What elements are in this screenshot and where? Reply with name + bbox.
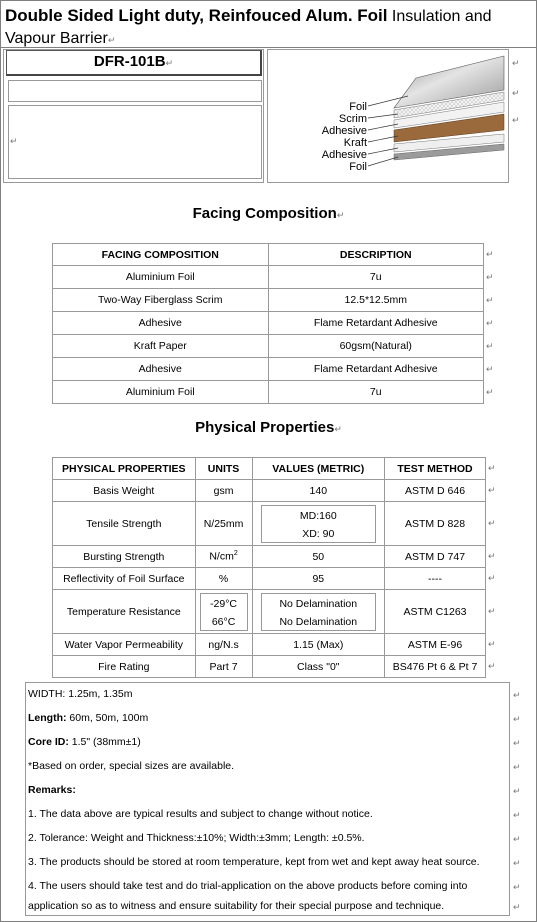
product-code [6, 50, 262, 76]
physical-cell: 1.15 (Max) [252, 634, 385, 656]
physical-header-units: UNITS [195, 458, 252, 480]
table-row [53, 546, 486, 568]
table-row [53, 502, 486, 546]
paragraph-mark-icon: ↵ [512, 58, 520, 68]
remark-4-line-1: 4. The users should take test and do trial-application on the above products before coming into [28, 880, 468, 892]
paragraph-mark-icon: ↵ [513, 690, 521, 700]
layer-labels [268, 101, 367, 173]
paragraph-mark-icon: ↵ [488, 551, 496, 561]
physical-cell: 140 [252, 480, 385, 502]
physical-cell: ASTM E-96 [385, 634, 486, 656]
layer-label-foil-bottom: Foil [349, 161, 367, 173]
temperature-low: -29°C [210, 597, 238, 610]
temperature-v2: No Delamination [279, 615, 358, 628]
notes-panel [25, 682, 510, 916]
remark-3: 3. The products should be stored at room temperature, kept from wet and kept away heat source. [28, 856, 480, 868]
physical-header-property: PHYSICAL PROPERTIES [53, 458, 196, 480]
facing-header-composition: FACING COMPOSITION [53, 244, 269, 266]
table-row [53, 381, 484, 404]
blank-box-2 [8, 105, 262, 179]
facing-cell: Flame Retardant Adhesive [268, 358, 484, 381]
paragraph-mark-icon: ↵ [488, 639, 496, 649]
paragraph-mark-icon: ↵ [336, 210, 345, 220]
table-row [53, 656, 486, 678]
physical-cell: ASTM C1263 [385, 590, 486, 634]
paragraph-mark-icon: ↵ [486, 249, 494, 259]
physical-cell: Basis Weight [53, 480, 196, 502]
physical-cell: gsm [195, 480, 252, 502]
remarks-heading: Remarks: [28, 784, 76, 796]
facing-cell: Aluminium Foil [53, 381, 269, 404]
physical-cell: 95 [252, 568, 385, 590]
core-line [28, 736, 141, 748]
physical-cell: ASTM D 828 [385, 502, 486, 546]
layer-label-foil-top: Foil [349, 101, 367, 113]
facing-cell: Flame Retardant Adhesive [268, 312, 484, 335]
physical-cell: Temperature Resistance [53, 590, 196, 634]
paragraph-mark-icon: ↵ [486, 318, 494, 328]
paragraph-mark-icon: ↵ [107, 35, 116, 45]
table-row [53, 335, 484, 358]
physical-cell: ---- [385, 568, 486, 590]
remark-2: 2. Tolerance: Weight and Thickness:±10%; Width:±3mm; Length: ±0.5%. [28, 832, 365, 844]
paragraph-mark-icon: ↵ [513, 762, 521, 772]
paragraph-mark-icon: ↵ [165, 58, 174, 68]
table-row [53, 312, 484, 335]
table-row [53, 458, 486, 480]
length-line [28, 712, 148, 724]
document-title [0, 0, 537, 48]
physical-cell: ng/N.s [195, 634, 252, 656]
remark-4-line-2: application so as to witness and ensure suitability for their special purpose and technique. [28, 900, 445, 912]
core-label: Core ID: [28, 736, 69, 748]
width-value: 1.25m, 1.35m [68, 688, 133, 700]
paragraph-mark-icon: ↵ [486, 272, 494, 282]
physical-cell: N/25mm [195, 502, 252, 546]
temperature-values-cell [252, 590, 385, 634]
paragraph-mark-icon: ↵ [488, 463, 496, 473]
length-label: Length: [28, 712, 67, 724]
facing-table [52, 243, 484, 404]
temperature-units-cell [195, 590, 252, 634]
bursting-unit-sup: 2 [233, 550, 238, 558]
physical-cell: Part 7 [195, 656, 252, 678]
facing-cell: 60gsm(Natural) [268, 335, 484, 358]
paragraph-mark-icon: ↵ [513, 834, 521, 844]
paragraph-mark-icon: ↵ [10, 136, 18, 146]
paragraph-mark-icon: ↵ [513, 786, 521, 796]
title-rest-text: Insulation and Vapour Barrier [5, 8, 492, 47]
physical-cell: Reflectivity of Foil Surface [53, 568, 196, 590]
facing-title-text: Facing Composition [192, 205, 337, 222]
paragraph-mark-icon: ↵ [513, 738, 521, 748]
physical-title-text: Physical Properties [195, 419, 335, 436]
paragraph-mark-icon: ↵ [513, 714, 521, 724]
remark-1: 1. The data above are typical results and subject to change without notice. [28, 808, 373, 820]
table-row [53, 358, 484, 381]
paragraph-mark-icon: ↵ [488, 661, 496, 671]
facing-cell: 7u [268, 381, 484, 404]
based-on-order-note: *Based on order, special sizes are available. [28, 760, 235, 772]
physical-cell: ASTM D 747 [385, 546, 486, 568]
length-value: 60m, 50m, 100m [66, 712, 149, 724]
paragraph-mark-icon: ↵ [488, 606, 496, 616]
table-row [53, 244, 484, 266]
title-bold-text: Double Sided Light duty, Reinfouced Alum. Foil [5, 6, 388, 25]
paragraph-mark-icon: ↵ [486, 387, 494, 397]
temperature-high: 66°C [211, 615, 236, 628]
layers-figure-panel [267, 49, 509, 183]
facing-cell: Two-Way Fiberglass Scrim [53, 289, 269, 312]
table-row [53, 590, 486, 634]
physical-cell: 50 [252, 546, 385, 568]
facing-section-title [0, 205, 537, 222]
physical-cell: Water Vapor Permeability [53, 634, 196, 656]
facing-cell: Adhesive [53, 312, 269, 335]
layer-label-scrim: Scrim [338, 113, 367, 125]
physical-cell: ASTM D 646 [385, 480, 486, 502]
physical-cell-units [195, 546, 252, 568]
blank-box-1 [8, 80, 262, 102]
paragraph-mark-icon: ↵ [513, 810, 521, 820]
physical-section-title [0, 419, 537, 436]
product-code-text: DFR-101B [93, 53, 166, 70]
physical-cell: BS476 Pt 6 & Pt 7 [385, 656, 486, 678]
tensile-inner-box [261, 505, 377, 543]
temperature-values-box [261, 593, 377, 631]
physical-cell: Class "0" [252, 656, 385, 678]
paragraph-mark-icon: ↵ [488, 518, 496, 528]
paragraph-mark-icon: ↵ [334, 424, 342, 434]
width-line [28, 688, 132, 700]
tensile-values-cell [252, 502, 385, 546]
paragraph-mark-icon: ↵ [488, 573, 496, 583]
facing-cell: 7u [268, 266, 484, 289]
facing-cell: Adhesive [53, 358, 269, 381]
paragraph-mark-icon: ↵ [513, 858, 521, 868]
layer-label-kraft: Kraft [343, 137, 367, 149]
table-row [53, 634, 486, 656]
tensile-xd: XD: 90 [302, 527, 335, 540]
table-row [53, 266, 484, 289]
physical-cell: Bursting Strength [53, 546, 196, 568]
table-row [53, 289, 484, 312]
temperature-v1: No Delamination [279, 597, 358, 610]
physical-table [52, 457, 486, 678]
paragraph-mark-icon: ↵ [513, 882, 521, 892]
physical-header-method: TEST METHOD [385, 458, 486, 480]
physical-cell: Fire Rating [53, 656, 196, 678]
facing-cell: 12.5*12.5mm [268, 289, 484, 312]
paragraph-mark-icon: ↵ [488, 485, 496, 495]
paragraph-mark-icon: ↵ [513, 902, 521, 912]
layer-label-adhesive-2: Adhesive [321, 149, 367, 161]
layer-label-adhesive-1: Adhesive [321, 125, 367, 137]
table-row [53, 568, 486, 590]
paragraph-mark-icon: ↵ [486, 364, 494, 374]
facing-header-description: DESCRIPTION [268, 244, 484, 266]
temperature-units-box [200, 593, 248, 631]
paragraph-mark-icon: ↵ [512, 88, 520, 98]
paragraph-mark-icon: ↵ [486, 295, 494, 305]
physical-cell: % [195, 568, 252, 590]
width-label: WIDTH: [28, 688, 69, 700]
physical-cell: Tensile Strength [53, 502, 196, 546]
paragraph-mark-icon: ↵ [512, 115, 520, 125]
facing-cell: Aluminium Foil [53, 266, 269, 289]
physical-header-values: VALUES (METRIC) [252, 458, 385, 480]
paragraph-mark-icon: ↵ [486, 341, 494, 351]
facing-cell: Kraft Paper [53, 335, 269, 358]
tensile-md: MD:160 [299, 509, 337, 522]
table-row [53, 480, 486, 502]
bursting-unit: N/cm [209, 550, 234, 563]
core-value: 1.5" (38mm±1) [68, 736, 141, 748]
